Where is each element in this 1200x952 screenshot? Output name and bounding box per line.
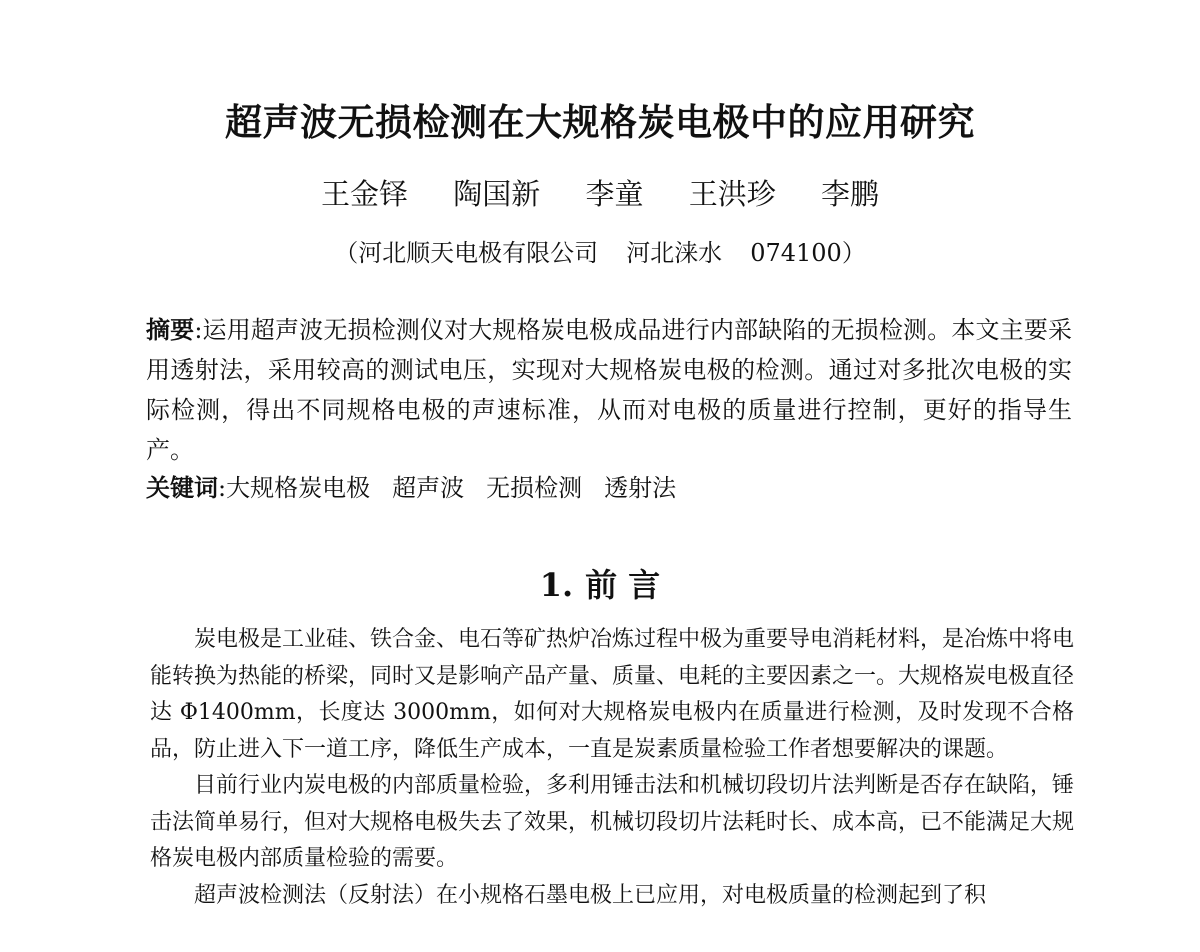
body-text [150,622,1074,914]
author-list [0,172,1200,213]
affiliation-place: 河北涞水 [626,239,723,267]
affiliation-org: 河北顺天电极有限公司 [358,239,599,267]
author-name: 李童 [585,177,644,211]
abstract [146,310,1072,470]
keyword: 透射法 [604,474,677,502]
affiliation-close-paren: ） [841,239,866,267]
body-paragraph: 目前行业内炭电极的内部质量检验，多利用锤击法和机械切段切片法判断是否存在缺陷，锤击法简单易行，但对大规格电极失去了效果，机械切段切片法耗时长、成本高，已不能满足大规格炭电极内部质量检验的需要。 [150,773,1075,871]
keyword: 无损检测 [486,474,583,502]
keyword: 超声波 [392,474,465,502]
author-name: 王金铎 [321,177,409,211]
author-name: 李鹏 [820,177,879,211]
section-title: 前 言 [585,566,661,604]
affiliation-postcode: 074100 [750,239,842,267]
affiliation [0,233,1200,268]
keyword: :大规格炭电极 [218,474,371,502]
affiliation-open-paren: （ [334,239,359,267]
body-paragraph: 超声波检测法（反射法）在小规格石墨电极上已应用，对电极质量的检测起到了积 [194,882,987,908]
section-heading [0,560,1200,606]
abstract-text: :运用超声波无损检测仪对大规格炭电极成品进行内部缺陷的无损检测。本文主要采用透射法，采用较高的测试电压，实现对大规格炭电极的检测。通过对多批次电极的实际检测，得出不同规格电极的声速标准，从而对电极的质量进行控制，更好的指导生产。 [146,316,1072,464]
author-name: 陶国新 [453,177,541,211]
body-paragraph: 炭电极是工业硅、铁合金、电石等矿热炉冶炼过程中极为重要导电消耗材料，是冶炼中将电能转换为热能的桥梁，同时又是影响产品产量、质量、电耗的主要因素之一。大规格炭电极直径达 Φ1400mm，长度达 3000mm，如何对大规格炭电极内在质量进行检测，及时发现不合格品，防止进入下一道工序，降低生产成本，一直是炭素质量检验工作者想要解决的课题。 [150,627,1075,762]
keywords [146,468,1072,508]
paper-title: 超声波无损检测在大规格炭电极中的应用研究 [225,101,975,144]
section-number: 1. [539,566,574,604]
author-name: 王洪珍 [688,177,776,211]
keywords-label: 关键词 [146,474,218,502]
abstract-label: 摘要 [146,316,195,344]
